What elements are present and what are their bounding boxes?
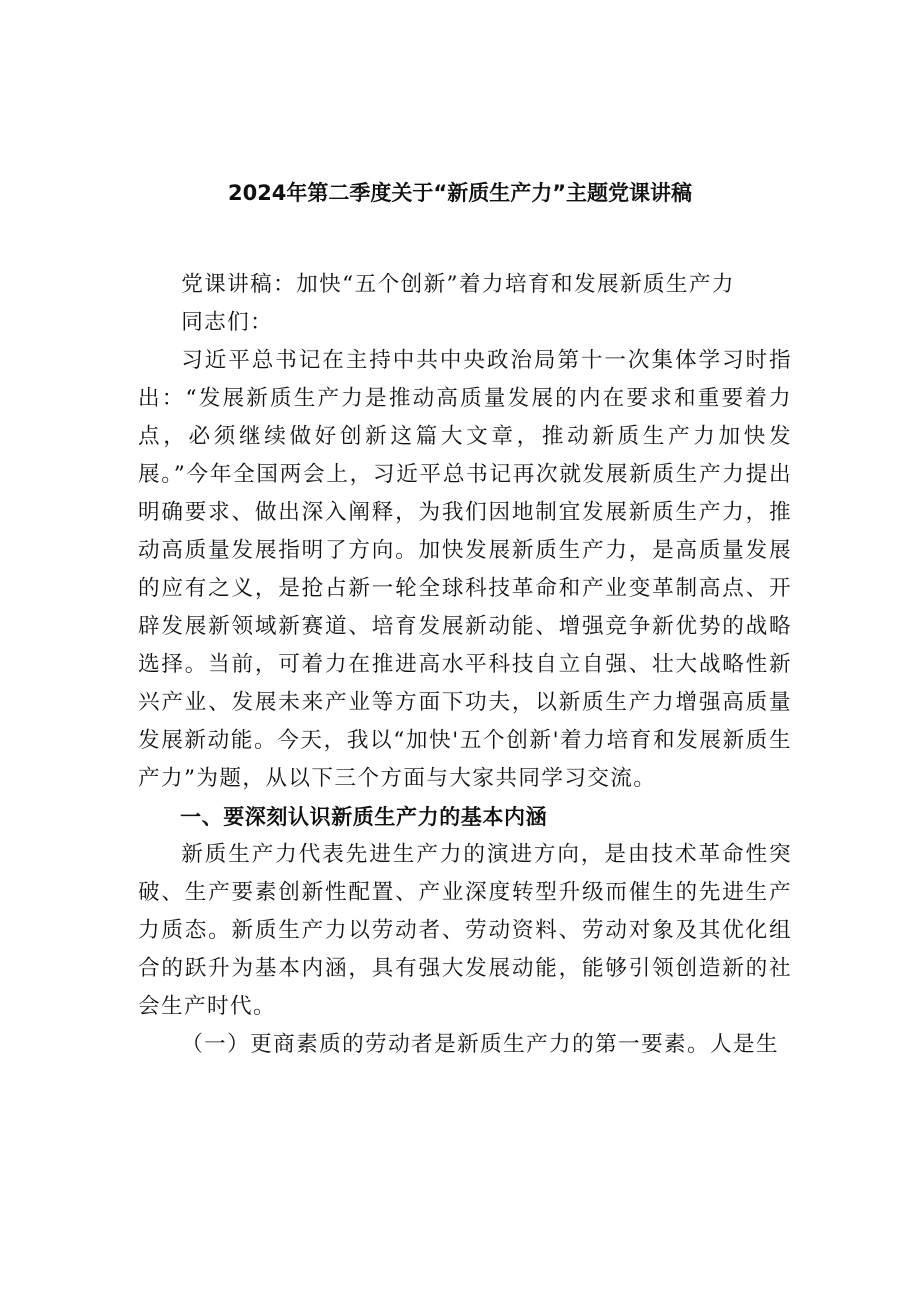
lecture-subtitle: 党课讲稿：加快“五个创新”着力培育和发展新质生产力 <box>181 272 735 297</box>
document-title: 2024年第二季度关于“新质生产力”主题党课讲稿 <box>227 181 693 205</box>
intro-paragraph: 习近平总书记在主持中共中央政治局第十一次集体学习时指出：“发展新质生产力是推动高质量发展的内在要求和重要着力点，必须继续做好创新这篇大文章，推动新质生产力加快发展。”今年全国两会上，习近平总书记再次就发展新质生产力提出明确要求、做出深入阐释，为我们因地制宜发展新质生产力，推动高质量发展指明了方向。加快发展新质生产力，是高质量发展的应有之义，是抢占新一轮全球科技革命和产业变革制高点、开辟发展新领域新赛道、培育发展新动能、增强竞争新优势的战略选择。当前，可着力在推进高水平科技自立自强、壮大战略性新兴产业、发展未来产业等方面下功夫，以新质生产力增强高质量发展新动能。今天，我以“加快'五个创新'着力培育和发展新质生产力”为题，从以下三个方面与大家共同学习交流。 <box>138 348 792 791</box>
document-body <box>138 266 792 1064</box>
salutation: 同志们： <box>181 310 274 335</box>
section-heading-1: 一、要深刻认识新质生产力的基本内涵 <box>180 805 548 829</box>
subsection-1-paragraph: （一）更商素质的劳动者是新质生产力的第一要素。人是生 <box>181 1032 780 1057</box>
section-1-paragraph: 新质生产力代表先进生产力的演进方向，是由技术革命性突破、生产要素创新性配置、产业深度转型升级而催生的先进生产力质态。新质生产力以劳动者、劳动资料、劳动对象及其优化组合的跃升为基本内涵，具有强大发展动能，能够引领创造新的社会生产时代。 <box>138 842 792 1019</box>
